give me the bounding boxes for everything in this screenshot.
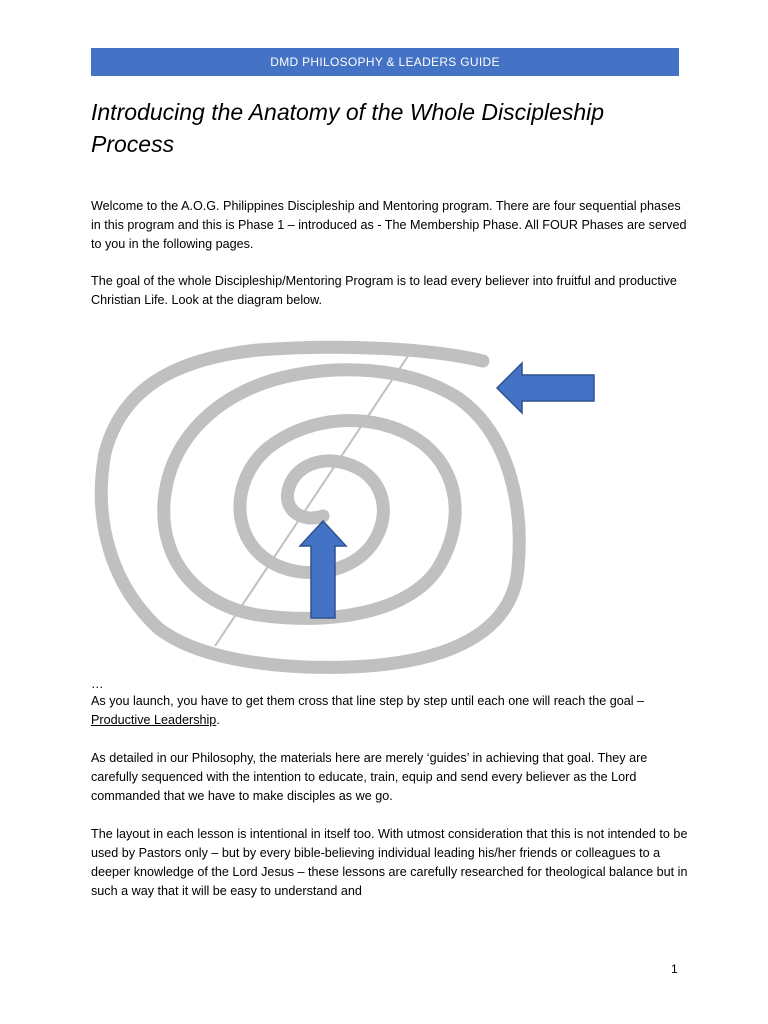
- goal-paragraph: The goal of the whole Discipleship/Mentoring Program is to lead every believer into fruitful and productive Christian Life. Look at the diagram below.: [91, 274, 677, 307]
- launch-text-end: .: [216, 713, 220, 727]
- launch-text: As you launch, you have to get them cross that line step by step until each one will reach the goal –: [91, 694, 645, 708]
- spiral-shape: [101, 347, 519, 667]
- productive-leadership-text: Productive Leadership: [91, 713, 217, 727]
- intro-paragraph: Welcome to the A.O.G. Philippines Discipleship and Mentoring program. There are four sequential phases in this program and this is Phase 1 – introduced as - The Membership Phase. All FOUR Phases are served to you in the following pages.: [91, 199, 687, 251]
- arrow-left-icon: [497, 363, 594, 413]
- layout-paragraph: The layout in each lesson is intentional in itself too. With utmost consideration that this is not intended to be used by Pastors only – but by every bible-believing individual leading his/her friends or colleagues to a deeper knowledge of the Lord Jesus – these lessons are carefully researched for theological balance but in such a way that it will be easy to understand and: [91, 827, 688, 898]
- launch-paragraph: [91, 692, 691, 730]
- ellipsis-text: …: [91, 677, 104, 691]
- spiral-diagram: [88, 328, 608, 678]
- page-number: 1: [671, 962, 678, 976]
- header-bar: [91, 48, 679, 76]
- page-title: Introducing the Anatomy of the Whole Discipleship Process: [91, 99, 605, 157]
- philosophy-paragraph: As detailed in our Philosophy, the materials here are merely ‘guides’ in achieving that goal. They are carefully sequenced with the intention to educate, train, equip and send every believer as the Lord commanded that we have to make disciples as we go.: [91, 751, 648, 803]
- header-title: DMD PHILOSOPHY & LEADERS GUIDE: [270, 55, 500, 69]
